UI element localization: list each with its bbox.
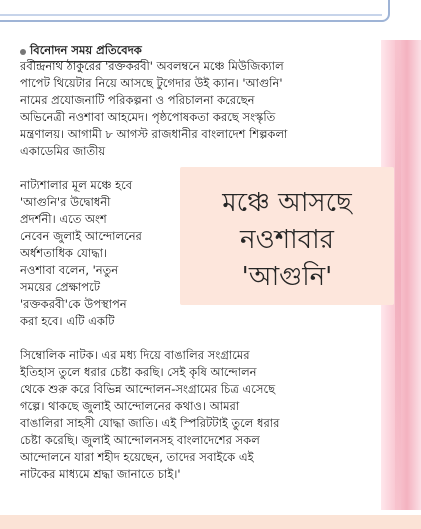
body-line: করা হবে। এটি একটি <box>20 314 115 328</box>
pull-quote <box>180 185 394 296</box>
body-line: নেবেন জুলাই আন্দোলনের <box>20 229 142 243</box>
body-line: নামের প্রযোজনাটি পরিকল্পনা ও পরিচালনা করেছেন <box>20 93 255 107</box>
pull-quote-box <box>180 167 394 305</box>
body-line: মন্ত্রণালয়। আগামী ৮ আগস্ট রাজধানীর বাংলাদেশ শিল্পকলা <box>20 127 288 141</box>
article-body-bottom <box>20 347 380 483</box>
body-line: বাঙালিরা সাহসী যোদ্ধা জাতি। এই স্পিরিটটাই তুলে ধরার <box>20 416 280 430</box>
pull-quote-line: মঞ্চে আসছে <box>222 188 352 218</box>
body-line: সময়ের প্রেক্ষাপটে <box>20 280 100 294</box>
body-line: 'আগুনি'র উদ্বোধনী <box>20 195 111 209</box>
body-line: একাডেমির জাতীয় <box>20 144 106 158</box>
article-body-top <box>20 58 380 160</box>
previous-article-rule <box>0 0 382 16</box>
previous-article-box <box>0 0 390 22</box>
body-line: রবীন্দ্রনাথ ঠাকুরের 'রক্তকরবী' অবলম্বনে মঞ্চে মিউজিক্যাল <box>20 59 284 73</box>
body-line: নওশাবা বলেন, 'নতুন <box>20 263 119 277</box>
byline-text: বিনোদন সময় প্রতিবেদক <box>30 42 142 62</box>
body-line: নাট্যশালার মূল মঞ্চে হবে <box>20 178 133 192</box>
pull-quote-line: 'আগুনি' <box>241 262 333 292</box>
body-line: সিম্বোলিক নাটক। এর মধ্য দিয়ে বাঙালির সংগ্রামের <box>20 348 250 362</box>
bullet-icon <box>20 49 26 55</box>
page-bottom-band <box>0 515 421 529</box>
body-line: আন্দোলনে যারা শহীদ হয়েছেন, তাদের সবাইকে এই <box>20 450 254 464</box>
pull-quote-line: নওশাবার <box>240 225 334 255</box>
body-line: থেকে শুরু করে বিভিন্ন আন্দোলন-সংগ্রামের চিত্র এসেছে <box>20 382 276 396</box>
body-line: ইতিহাস তুলে ধরার চেষ্টা করছি। সেই কৃষি আন্দোলন <box>20 365 257 379</box>
body-line: অভিনেত্রী নওশাবা আহমেদ। পৃষ্ঠপোষকতা করছে সংস্কৃতি <box>20 110 276 124</box>
dress-fold <box>395 40 401 510</box>
body-line: নাটকের মাধ্যমে শ্রদ্ধা জানাতে চাই।' <box>20 467 181 481</box>
body-line: গল্পে। থাকছে জুলাই আন্দোলনের কথাও। আমরা <box>20 399 240 413</box>
body-line: অর্ধশতাধিক যোদ্ধা। <box>20 246 108 260</box>
body-line: পাপেট থিয়েটার নিয়ে আসছে টুগেদার উই ক্যান। 'আগুনি' <box>20 76 283 90</box>
article-body-column <box>20 177 185 330</box>
body-line: চেষ্টা করেছি। জুলাই আন্দোলনসহ বাংলাদেশের সকল <box>20 433 260 447</box>
body-line: 'রক্তকরবী'কে উপস্থাপন <box>20 297 127 311</box>
body-line: প্রদর্শনী। এতে অংশ <box>20 212 107 226</box>
